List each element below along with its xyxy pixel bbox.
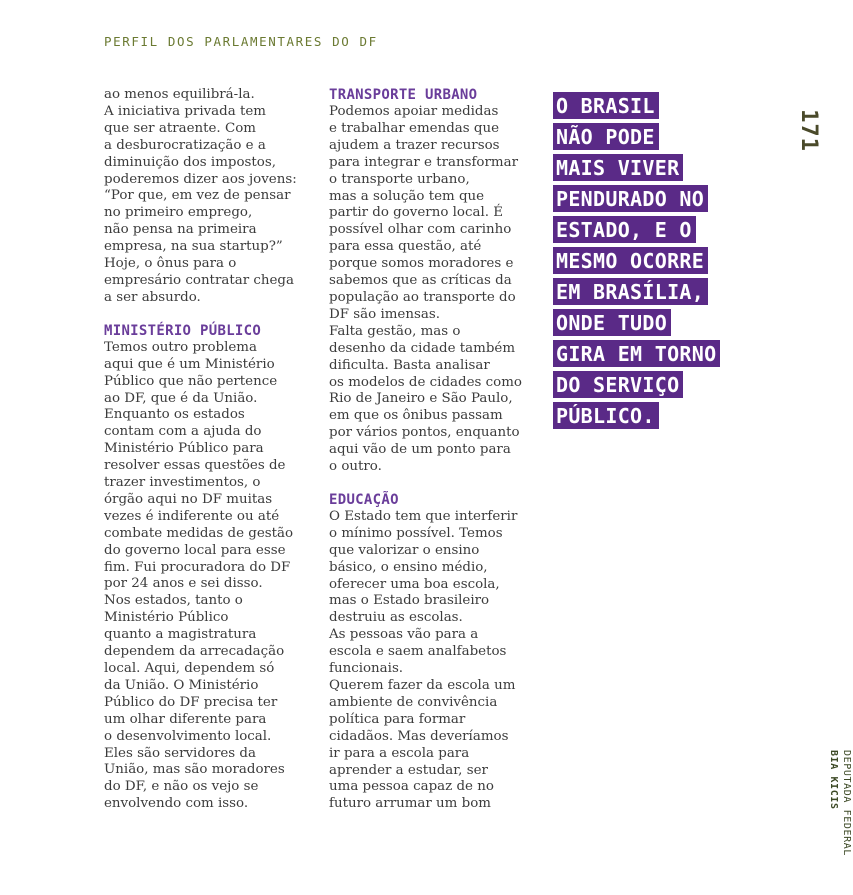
pull-quote-line: EM BRASÍLIA, xyxy=(553,278,708,305)
text-column-middle xyxy=(329,87,539,813)
pull-quote-line: GIRA EM TORNO xyxy=(553,340,720,367)
section-heading-educacao: EDUCAÇÃO xyxy=(329,491,399,508)
text-column-left xyxy=(104,87,308,813)
running-head: PERFIL DOS PARLAMENTARES DO DF xyxy=(104,34,378,49)
pull-quote-line: DO SERVIÇO xyxy=(553,371,683,398)
pull-quote-line: MAIS VIVER xyxy=(553,154,683,181)
ministerio-publico-body: Temos outro problema aqui que é um Ministério Público que não pertence ao DF, que é da União. Enquanto os estados contam com a ajuda do Ministério Público para resolver essas questões de trazer investimentos, o órgão aqui no DF muitas vezes é indiferente ou até combate medidas de gestão do governo local para esse fim. Fui procuradora do DF por 24 anos e sei disso. Nos estados, tanto o Ministério Público quanto a magistratura dependem da arrecadação local. Aqui, dependem só da União. O Ministério Público do DF precisa ter um olhar diferente para o desenvolvimento local. Eles são servidores da União, mas são moradores do DF, e não os vejo se envolvendo com isso. xyxy=(104,339,294,812)
intro-paragraph: ao menos equilibrá-la. A iniciativa privada tem que ser atraente. Com a desburocratização e a diminuição dos impostos, poderemos dizer aos jovens: “Por que, em vez de pensar no primeiro emprego, não pensa na primeira empresa, na sua startup?” Hoje, o ônus para o empresário contratar chega a ser absurdo. xyxy=(104,87,297,305)
pull-quote-line: ONDE TUDO xyxy=(553,309,671,336)
section-heading-transporte-urbano: TRANSPORTE URBANO xyxy=(329,87,478,103)
pull-quote-line: ESTADO, E O xyxy=(553,216,696,243)
side-label xyxy=(827,750,853,856)
pull-quote-line: O BRASIL xyxy=(553,92,659,119)
side-label-name: BIA KICIS xyxy=(827,750,839,810)
page-number: 171 xyxy=(795,109,821,152)
pull-quote-line: PÚBLICO. xyxy=(553,402,659,429)
section-heading-ministerio-publico: MINISTÉRIO PÚBLICO xyxy=(104,322,262,339)
pull-quote xyxy=(553,92,783,433)
pull-quote-line: PENDURADO NO xyxy=(553,185,708,212)
side-label-role: DEPUTADA FEDERAL xyxy=(840,750,852,856)
transporte-urbano-body: Podemos apoiar medidas e trabalhar emendas que ajudem a trazer recursos para integrar e transformar o transporte urbano, mas a solução tem que partir do governo local. É possível olhar com carinho para essa questão, até porque somos moradores e sabemos que as críticas da população ao transporte do DF são imensas. Falta gestão, mas o desenho da cidade também dificulta. Basta analisar os modelos de cidades como Rio de Janeiro e São Paulo, em que os ônibus passam por vários pontos, enquanto aqui vão de um ponto para o outro. xyxy=(329,104,522,475)
pull-quote-line: NÃO PODE xyxy=(553,123,659,150)
educacao-body: O Estado tem que interferir o mínimo possível. Temos que valorizar o ensino básico, o ensino médio, oferecer uma boa escola, mas o Estado brasileiro destruiu as escolas. As pessoas vão para a escola e saem analfabetos funcionais. Querem fazer da escola um ambiente de convivência política para formar cidadãos. Mas deveríamos ir para a escola para aprender a estudar, ser uma pessoa capaz de no futuro arrumar um bom xyxy=(329,508,518,812)
pull-quote-line: MESMO OCORRE xyxy=(553,247,708,274)
